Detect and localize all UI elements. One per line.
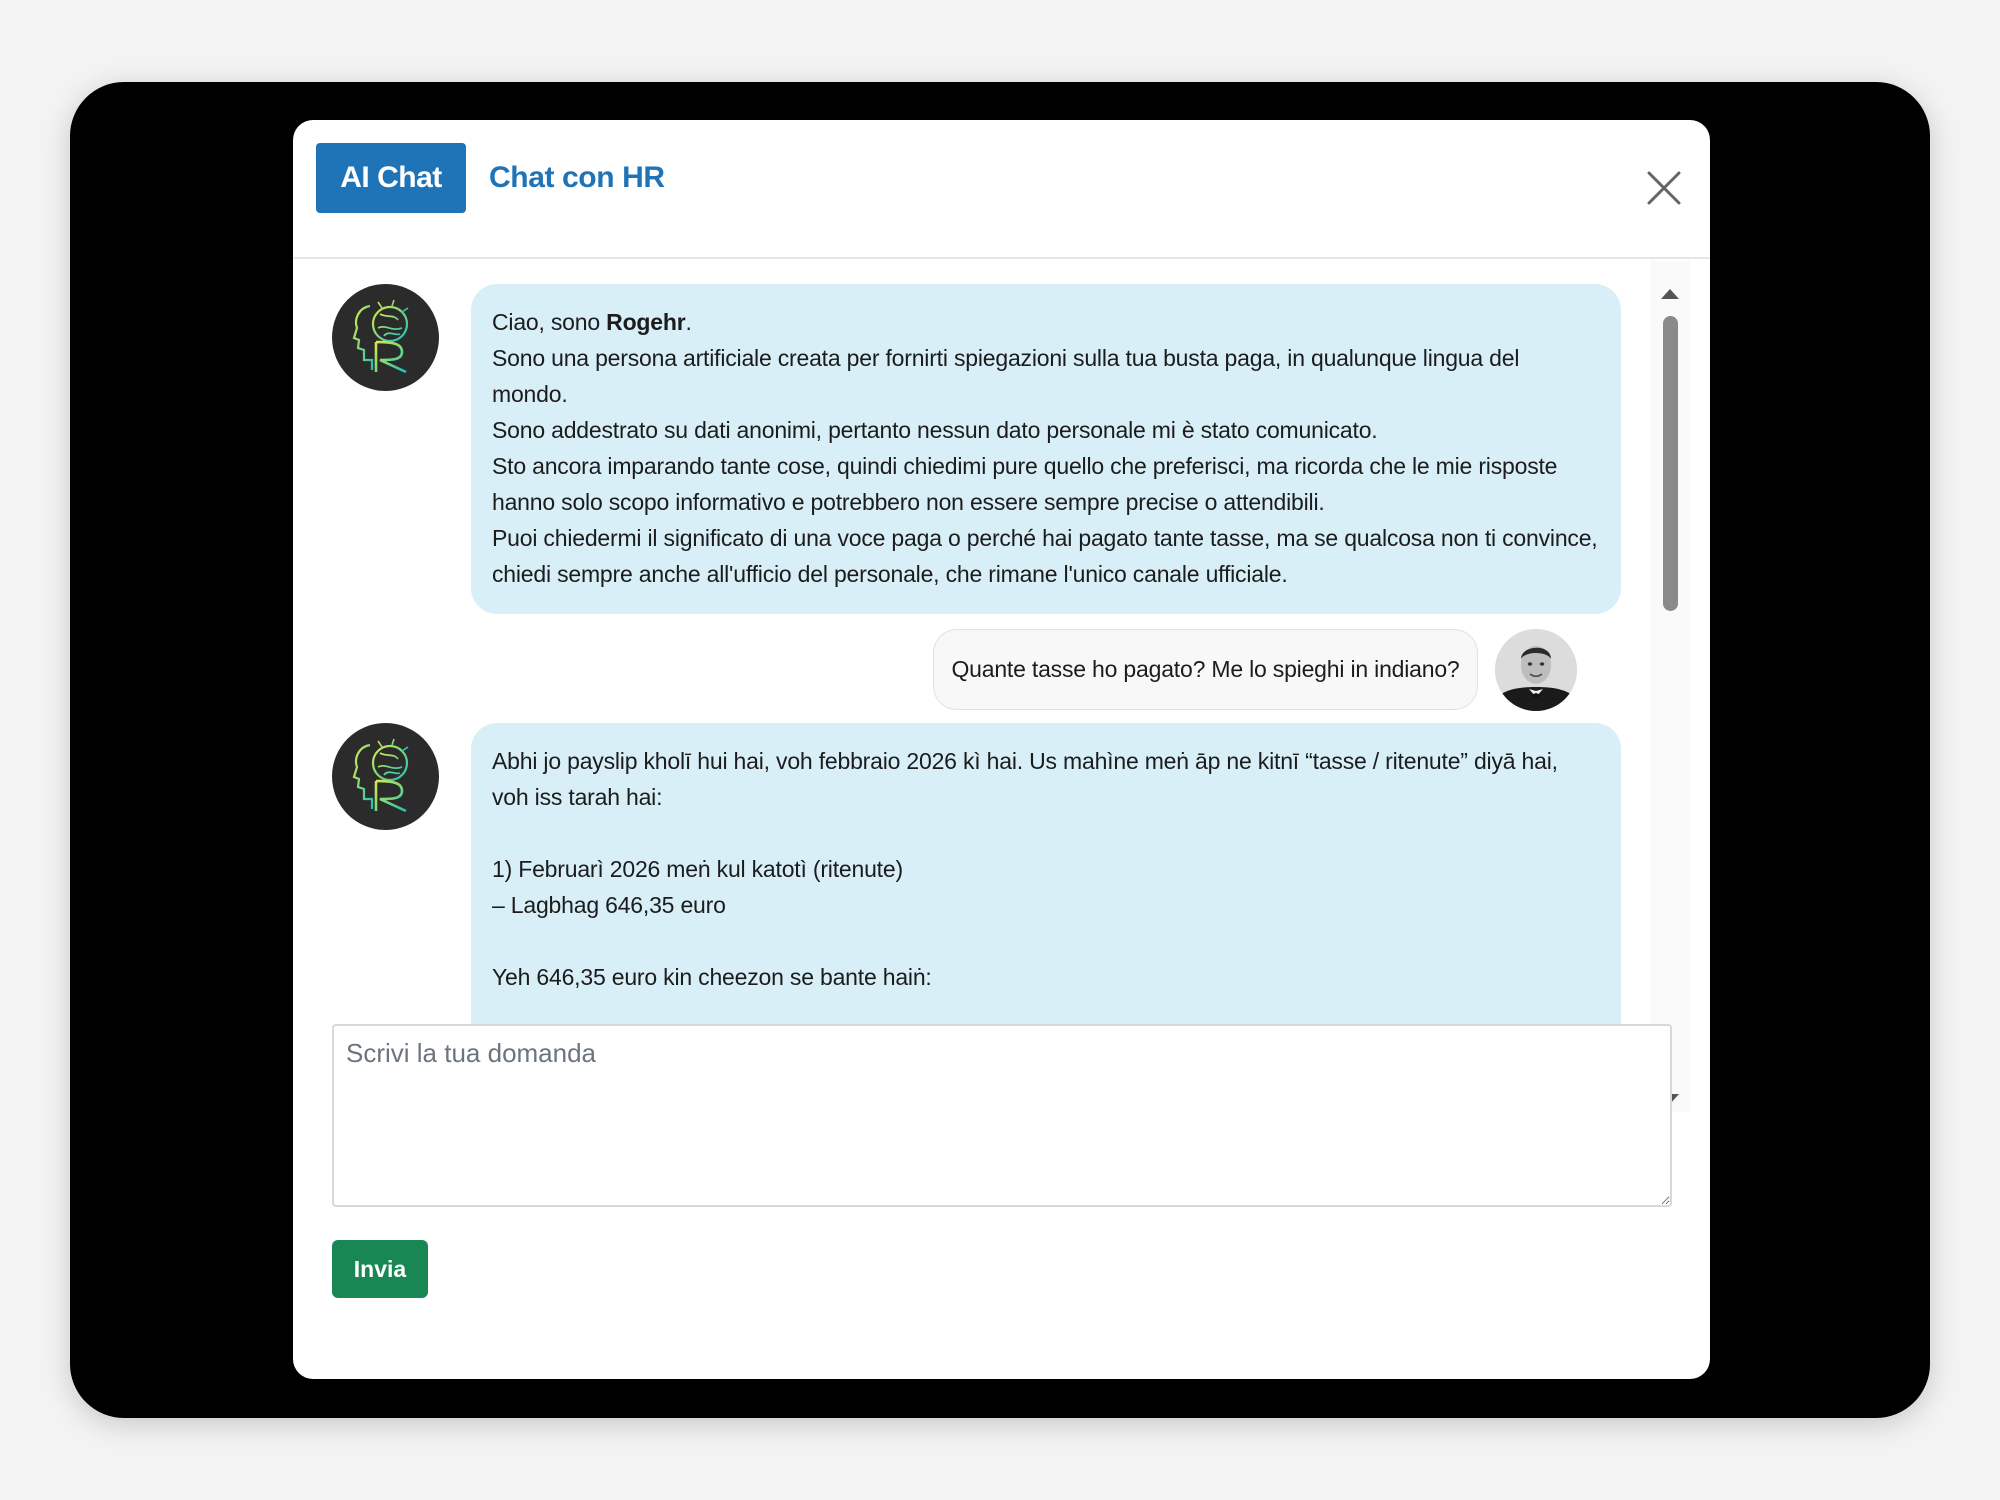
bot-message-bubble <box>471 284 1621 614</box>
close-icon[interactable] <box>1646 170 1682 206</box>
greeting-line <box>492 304 1599 340</box>
brain-r-logo-icon <box>332 284 439 391</box>
bot-avatar <box>332 284 439 391</box>
bot-message-line: 1) Februarì 2026 meṅ kul katotì (ritenute) <box>492 856 903 882</box>
greeting-prefix: Ciao, sono <box>492 309 607 335</box>
modal-header <box>293 120 1710 259</box>
greeting-suffix: . <box>685 309 692 335</box>
user-message-bubble: Quante tasse ho pagato? Me lo spieghi in indiano? <box>933 629 1478 710</box>
tab-chat-hr[interactable]: Chat con HR <box>489 161 665 194</box>
chat-messages <box>293 261 1690 1112</box>
brain-r-logo-icon <box>332 723 439 830</box>
tab-ai-chat[interactable]: AI Chat <box>316 143 466 213</box>
scrollbar-thumb[interactable] <box>1663 316 1678 611</box>
bot-name: Rogehr <box>606 309 686 335</box>
user-photo-avatar <box>1495 629 1577 711</box>
scroll-up-arrow-icon[interactable] <box>1661 289 1679 299</box>
bot-message-line: – Lagbhag 646,35 euro <box>492 892 726 918</box>
bot-message-line: Abhi jo payslip kholī hui hai, voh febbraio 2026 kì hai. Us mahìne meṅ āp ne kitnī “tasse / ritenute” diyā hai, voh iss tarah hai: <box>492 748 1558 810</box>
bot-message-line: Sto ancora imparando tante cose, quindi chiedimi pure quello che preferisci, ma ricorda che le mie risposte hanno solo scopo informativo e potrebbero non essere sempre precise o attendibili. <box>492 453 1558 515</box>
send-button[interactable]: Invia <box>332 1240 428 1298</box>
bot-message-line: Sono addestrato su dati anonimi, pertanto nessun dato personale mi è stato comunicato. <box>492 417 1378 443</box>
bot-avatar <box>332 723 439 830</box>
question-input[interactable] <box>332 1024 1672 1207</box>
chat-modal <box>293 120 1710 1379</box>
bot-message-line: Puoi chiedermi il significato di una voce paga o perché hai pagato tante tasse, ma se qualcosa non ti convince, chiedi sempre anche all'ufficio del personale, che rimane l'unico canale ufficiale. <box>492 525 1598 587</box>
bot-message-line: Yeh 646,35 euro kin cheezon se bante haiṅ: <box>492 964 932 990</box>
bot-message-line: Sono una persona artificiale creata per fornirti spiegazioni sulla tua busta paga, in qualunque lingua del mondo. <box>492 345 1520 407</box>
chat-scrollbar[interactable] <box>1650 261 1690 1112</box>
